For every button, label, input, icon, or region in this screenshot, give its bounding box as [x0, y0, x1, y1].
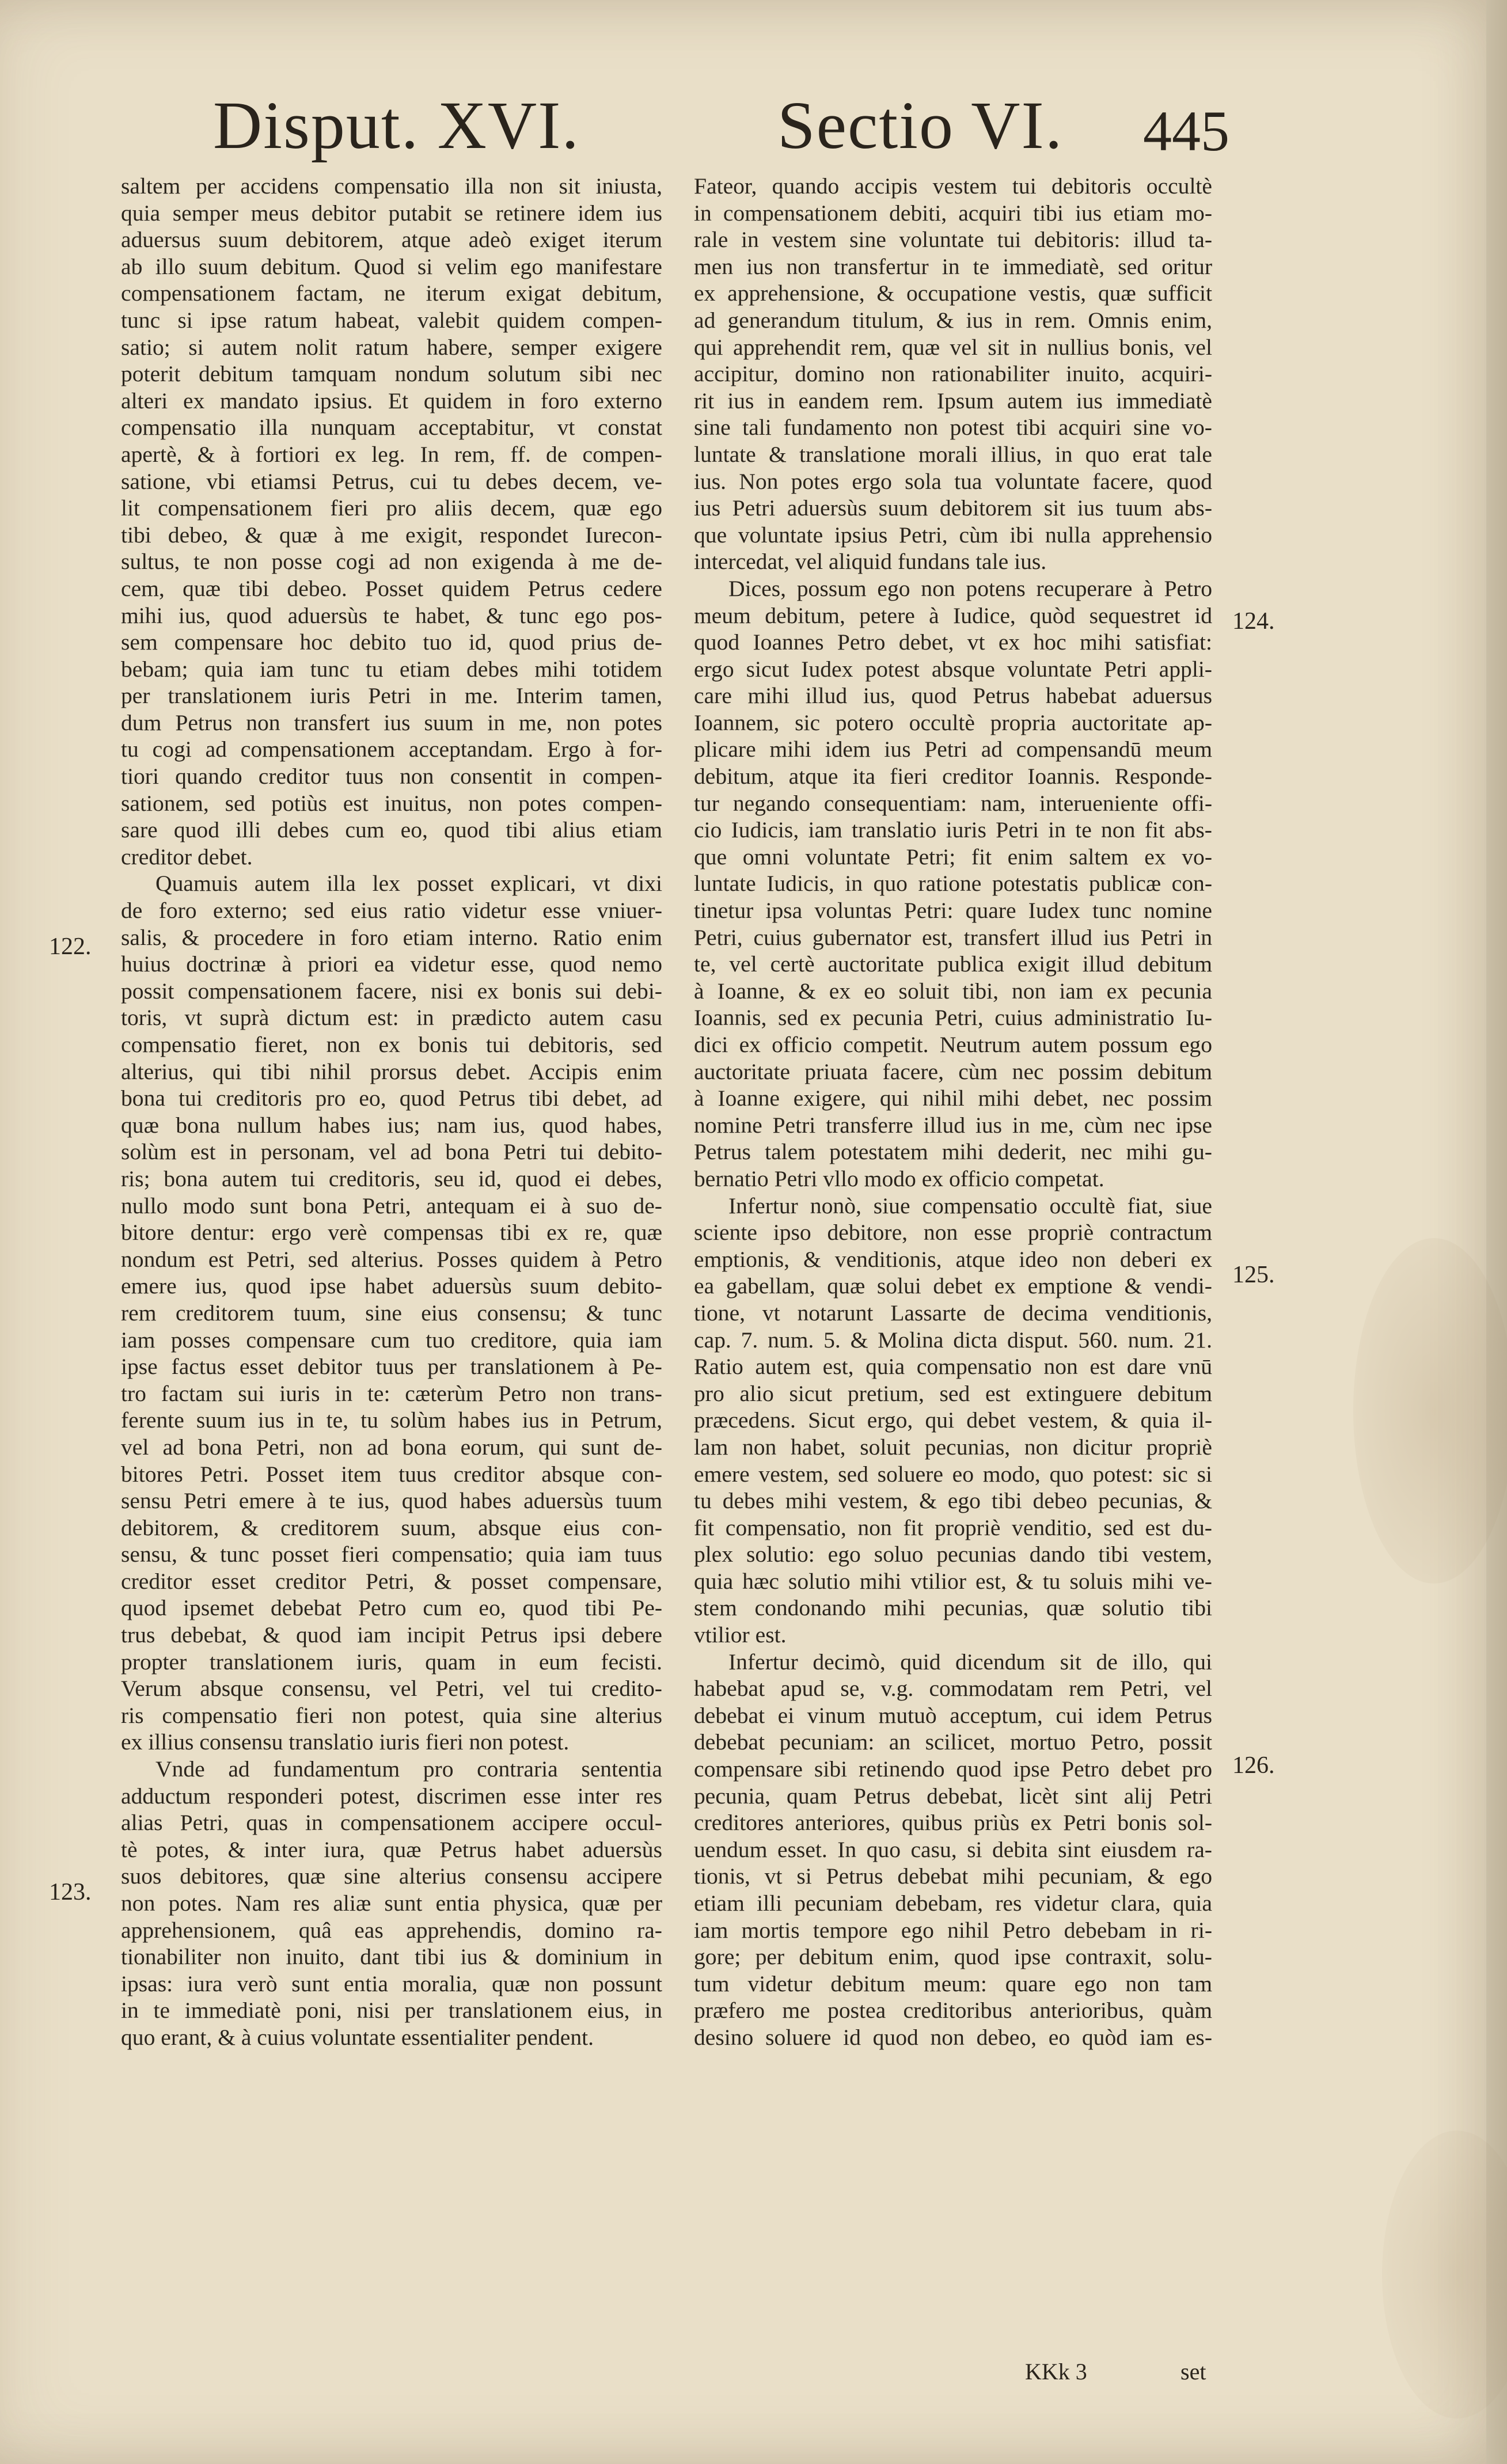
text-line: creditor esset creditor Petri, & posset compensare,	[121, 1568, 662, 1594]
text-line: debebat pecuniam: an scilicet, mortuo Petro, possit	[694, 1729, 1212, 1755]
text-line: ea gabellam, quæ solui debet ex emptione & vendi-	[694, 1273, 1212, 1299]
text-line: tionabiliter non inuito, dant tibi ius & dominium in	[121, 1944, 662, 1970]
text-line: mihi ius, quod aduersùs te habet, & tunc ego pos-	[121, 602, 662, 628]
page-edge	[1486, 0, 1507, 2464]
text-line: Ioannem, sic potero occultè propria auctoritate ap-	[694, 709, 1212, 735]
text-line: Ioannis, sed ex pecunia Petri, cuius administratio Iu-	[694, 1005, 1212, 1031]
text-line: bebam; quia iam tunc tu etiam debes mihi totidem	[121, 656, 662, 682]
text-line: cap. 7. num. 5. & Molina dicta disput. 560. num. 21.	[694, 1327, 1212, 1353]
running-head-right: Sectio VI.	[777, 88, 1064, 163]
text-line: pecunia, quam Petrus debebat, licèt sint alij Petri	[694, 1783, 1212, 1809]
text-line: à Ioanne, & ex eo soluit tibi, non iam ex pecunia	[694, 978, 1212, 1004]
text-line: alias Petri, quas in compensationem accipere occul-	[121, 1810, 662, 1836]
text-line: saltem per accidens compensatio illa non sit iniusta,	[121, 173, 662, 199]
text-line: luntate Iudicis, in quo ratione potestatis publicæ con-	[694, 871, 1212, 897]
text-line: sciente ipso debitore, non esse propriè contractum	[694, 1220, 1212, 1246]
text-line: luntate & translatione morali illius, in quo erat tale	[694, 441, 1212, 467]
text-line: solùm est in personam, vel ad bona Petri tui debito-	[121, 1139, 662, 1165]
text-line: tro factam sui iuris in te: cæterùm Petro non trans-	[121, 1380, 662, 1406]
text-line: compensatio illa nunquam acceptabitur, vt constat	[121, 415, 662, 441]
text-line: tiori quando creditor tuus non consentit in compen-	[121, 764, 662, 789]
text-line: debebat ei vinum mutuò acceptum, cui idem Petrus	[694, 1702, 1212, 1728]
text-line: gore; per debitum enim, quod ipse contraxit, solu-	[694, 1944, 1212, 1970]
text-line: creditores anteriores, quibus priùs ex Petri bonis sol-	[694, 1810, 1212, 1836]
text-line: ex apprehensione, & occupatione vestis, quæ sufficit	[694, 280, 1212, 306]
text-line: præcedens. Sicut ergo, qui debet vestem, & quia il-	[694, 1407, 1212, 1433]
text-line: emptionis, & venditionis, atque ideo non deberi ex	[694, 1246, 1212, 1272]
text-line: desino soluere id quod non debeo, eo quòd iam es-	[694, 2024, 1212, 2050]
text-line: te, vel certè auctoritate publica exigit illud debitum	[694, 951, 1212, 977]
text-line: Dices, possum ego non potens recuperare à Petro	[728, 575, 1212, 601]
text-line: in compensationem debiti, acquiri tibi ius etiam mo-	[694, 200, 1212, 226]
paper-stain	[1353, 1238, 1507, 1584]
text-line: intercedat, vel aliquid fundans tale ius.	[694, 549, 1047, 575]
text-line: tunc si ipse ratum habeat, valebit quidem compen-	[121, 307, 662, 333]
text-line: fit compensatio, non fit propriè venditio, sed est du-	[694, 1514, 1212, 1540]
text-line: dici ex officio competit. Neutrum autem possum ego	[694, 1032, 1212, 1057]
text-line: ipsas: iura verò sunt entia moralia, quæ non possunt	[121, 1971, 662, 1996]
text-line: que omni voluntate Petri; fit enim saltem ex vo-	[694, 844, 1212, 870]
margin-number-124: 124.	[1232, 608, 1275, 635]
text-line: per translationem iuris Petri in me. Interim tamen,	[121, 683, 662, 709]
text-line: Fateor, quando accipis vestem tui debitoris occultè	[694, 173, 1212, 199]
text-line: debitorem, & creditorem suum, absque eius con-	[121, 1514, 662, 1540]
text-line: toris, vt suprà dictum est: in prædicto autem casu	[121, 1005, 662, 1031]
text-line: sine tali fundamento non potest tibi acquiri sine vo-	[694, 415, 1212, 441]
text-line: ad generandum titulum, & ius in rem. Omnis enim,	[694, 307, 1212, 333]
text-line: ab illo suum debitum. Quod si velim ego manifestare	[121, 253, 662, 279]
text-line: nondum est Petri, sed alterius. Posses quidem à Petro	[121, 1246, 662, 1272]
text-line: dum Petrus non transfert ius suum in me, non potes	[121, 709, 662, 735]
text-line: huius doctrinæ à priori ea videtur esse, quod nemo	[121, 951, 662, 977]
text-line: iam mortis tempore ego nihil Petro debebam in ri-	[694, 1917, 1212, 1943]
catchword: set	[1180, 2359, 1206, 2385]
text-line: compensatio fieret, non ex bonis tui debitoris, sed	[121, 1032, 662, 1057]
text-line: rem creditorem tuum, sine eius consensu; & tunc	[121, 1300, 662, 1326]
text-line: ius. Non potes ergo sola tua voluntate facere, quod	[694, 468, 1212, 494]
text-line: ergo sicut Iudex potest absque voluntate Petri appli-	[694, 656, 1212, 682]
text-line: aduersus suum debitorem, atque adeò exiget iterum	[121, 227, 662, 253]
text-line: uendum esset. In quo casu, si debita sint eiusdem ra-	[694, 1836, 1212, 1862]
text-line: compensationem factam, ne iterum exigat debitum,	[121, 280, 662, 306]
text-line: Quamuis autem illa lex posset explicari, vt dixi	[155, 871, 662, 897]
text-line: sem compensare hoc debito tuo id, quod prius de-	[121, 629, 662, 655]
text-line: tibi debeo, & quæ à me exigit, respondet Iurecon-	[121, 522, 662, 548]
text-line: creditor debet.	[121, 844, 253, 870]
text-line: de foro externo; sed eius ratio videtur esse vniuer-	[121, 898, 662, 924]
margin-number-122: 122.	[49, 933, 92, 960]
text-line: Petrus talem potestatem mihi dederit, nec mihi gu-	[694, 1139, 1212, 1165]
text-line: apprehensionem, quâ eas apprehendis, domino ra-	[121, 1917, 662, 1943]
text-line: lam non habet, soluit pecunias, non dicitur propriè	[694, 1434, 1212, 1460]
text-line: Infertur decimò, quid dicendum sit de illo, qui	[728, 1649, 1212, 1675]
text-line: alterius, qui tibi nihil prorsus debet. Accipis enim	[121, 1058, 662, 1084]
text-line: Infertur nonò, siue compensatio occultè fiat, siue	[728, 1193, 1212, 1218]
text-line: cem, quæ tibi debeo. Posset quidem Petrus cedere	[121, 575, 662, 601]
text-line: præfero me postea creditoribus anterioribus, quàm	[694, 1998, 1212, 2023]
text-line: men ius non transfertur in te immediatè, sed oritur	[694, 253, 1212, 279]
text-line: quia hæc solutio mihi vtilior est, & tu soluis mihi ve-	[694, 1568, 1212, 1594]
text-line: tionis, vt si Petrus debebat mihi pecuniam, & ego	[694, 1863, 1212, 1889]
text-line: plicare mihi idem ius Petri ad compensandū meum	[694, 736, 1212, 762]
text-line: etiam illi pecuniam debebam, res videtur clara, quia	[694, 1890, 1212, 1916]
margin-number-126: 126.	[1232, 1752, 1275, 1779]
text-line: sationem, sed potiùs est inuitus, non potes compen-	[121, 790, 662, 816]
text-line: poterit debitum tamquam nondum solutum sibi nec	[121, 361, 662, 387]
text-line: vtilior est.	[694, 1622, 787, 1648]
text-line: tinetur ipsa voluntas Petri: quare Iudex tunc nomine	[694, 898, 1212, 924]
text-line: debitum, atque ita fieri creditor Ioannis. Responde-	[694, 764, 1212, 789]
text-line: Ratio autem est, quia compensatio non est dare vnū	[694, 1354, 1212, 1380]
text-line: tione, vt notarunt Lassarte de decima venditionis,	[694, 1300, 1212, 1326]
text-line: Vnde ad fundamentum pro contraria sententia	[155, 1756, 662, 1782]
text-line: sensu, & tunc posset fieri compensatio; quia iam tuus	[121, 1542, 662, 1567]
text-line: satione, vbi etiamsi Petrus, cui tu debes decem, ve-	[121, 468, 662, 494]
text-line: quia semper meus debitor putabit se retinere idem ius	[121, 200, 662, 226]
text-line: compensare sibi retinendo quod ipse Petro debet pro	[694, 1756, 1212, 1782]
margin-number-123: 123.	[49, 1879, 92, 1905]
page-number: 445	[1143, 99, 1229, 163]
text-line: alteri ex mandato ipsius. Et quidem in foro externo	[121, 388, 662, 413]
text-line: rale in vestem sine voluntate tui debitoris: illud ta-	[694, 227, 1212, 253]
text-line: accipitur, domino non rationabiliter inuito, acquiri-	[694, 361, 1212, 387]
text-line: bitore dentur: ergo verè compensas tibi ex re, quæ	[121, 1220, 662, 1246]
text-line: ris; bona autem tui creditoris, seu id, quod ei debes,	[121, 1165, 662, 1191]
text-line: vel ad bona Petri, non ad bona eorum, qui sunt de-	[121, 1434, 662, 1460]
text-line: Verum absque consensu, vel Petri, vel tui credito-	[121, 1676, 662, 1702]
text-line: quo erant, & à cuius voluntate essentialiter pendent.	[121, 2024, 594, 2050]
text-line: ius Petri aduersùs suum debitorem sit ius tuum abs-	[694, 495, 1212, 521]
text-line: in te immediatè poni, nisi per translationem eius, in	[121, 1998, 662, 2023]
text-line: care mihi illud ius, quod Petrus habebat aduersus	[694, 683, 1212, 709]
text-line: iam posses compensare cum tuo creditore, quia iam	[121, 1327, 662, 1353]
text-line: qui apprehendit rem, quæ vel sit in nullius bonis, vel	[694, 334, 1212, 360]
text-line: bitores Petri. Posset item tuus creditor absque con-	[121, 1461, 662, 1487]
text-line: à Ioanne exigere, qui nihil mihi debet, nec possim	[694, 1085, 1212, 1111]
text-line: nullo modo sunt bona Petri, antequam ei à suo de-	[121, 1193, 662, 1218]
text-line: salis, & procedere in foro etiam interno. Ratio enim	[121, 924, 662, 950]
page-header	[0, 86, 1507, 173]
left-column	[121, 173, 662, 2051]
text-line: suos debitores, quæ sine alterius consensu accipere	[121, 1863, 662, 1889]
right-column	[694, 173, 1212, 2051]
text-line: nomine Petri transferre illud ius in me, cùm nec ipse	[694, 1112, 1212, 1138]
text-line: tu debes mihi vestem, & ego tibi debeo pecunias, &	[694, 1488, 1212, 1514]
text-line: propter translationem iuris, quam in eum fecisti.	[121, 1649, 662, 1675]
text-line: tum videtur debitum meum: quare ego non tam	[694, 1971, 1212, 1996]
text-line: lit compensationem fieri pro aliis decem, quæ ego	[121, 495, 662, 521]
text-line: bona tui creditoris pro eo, quod Petrus tibi debet, ad	[121, 1085, 662, 1111]
text-line: tur negando consequentiam: nam, interueniente offi-	[694, 790, 1212, 816]
text-line: plex solutio: ego soluo pecunias dando tibi vestem,	[694, 1542, 1212, 1567]
text-line: cio Iudicis, iam translatio iuris Petri in te non fit abs-	[694, 817, 1212, 843]
text-line: apertè, & à fortiori ex leg. In rem, ff. de compen-	[121, 441, 662, 467]
text-line: ipse factus esset debitor tuus per translationem à Pe-	[121, 1354, 662, 1380]
text-line: auctoritate priuata facere, cùm nec possim debitum	[694, 1058, 1212, 1084]
text-line: tè potes, & inter iura, quæ Petrus habet aduersùs	[121, 1836, 662, 1862]
text-line: quod Ioannes Petro debet, vt ex hoc mihi satisfiat:	[694, 629, 1212, 655]
text-line: trus debebat, & quod iam incipit Petrus ipsi debere	[121, 1622, 662, 1648]
margin-number-125: 125.	[1232, 1262, 1275, 1288]
text-line: emere ius, quod ipse habet aduersùs suum debito-	[121, 1273, 662, 1299]
text-line: habebat apud se, v.g. commodatam rem Petri, vel	[694, 1676, 1212, 1702]
running-head-left: Disput. XVI.	[213, 88, 580, 163]
text-line: Petri, cuius gubernator est, transfert illud ius Petri in	[694, 924, 1212, 950]
text-line: sultus, te non posse cogi ad non exigenda à me de-	[121, 549, 662, 575]
text-line: que voluntate ipsius Petri, cùm ibi nulla apprehensio	[694, 522, 1212, 548]
text-line: non potes. Nam res aliæ sunt entia physica, quæ per	[121, 1890, 662, 1916]
text-line: satio; si autem nolit ratum habere, semper exigere	[121, 334, 662, 360]
text-line: rit ius in eandem rem. Ipsum autem ius immediatè	[694, 388, 1212, 413]
text-line: adductum responderi potest, discrimen esse inter res	[121, 1783, 662, 1809]
text-line: stem condonando mihi pecunias, quæ solutio tibi	[694, 1595, 1212, 1621]
text-line: possit compensationem facere, nisi ex bonis sui debi-	[121, 978, 662, 1004]
text-line: meum debitum, petere à Iudice, quòd sequestret id	[694, 602, 1212, 628]
text-line: quæ bona nullum habes ius; nam ius, quod habes,	[121, 1112, 662, 1138]
text-line: emere vestem, sed soluere eo modo, quo potest: sic si	[694, 1461, 1212, 1487]
signature-mark: KKk 3	[1025, 2359, 1087, 2385]
text-line: sensu Petri emere à te ius, quod habes aduersùs tuum	[121, 1488, 662, 1514]
text-line: tu cogi ad compensationem acceptandam. Ergo à for-	[121, 736, 662, 762]
text-line: pro alio sicut pretium, sed est extinguere debitum	[694, 1380, 1212, 1406]
text-line: ris compensatio fieri non potest, quia sine alterius	[121, 1702, 662, 1728]
text-line: quod ipsemet debebat Petro cum eo, quod tibi Pe-	[121, 1595, 662, 1621]
text-line: ferente suum ius in te, tu solùm habes ius in Petrum,	[121, 1407, 662, 1433]
text-line: bernatio Petri vllo modo ex officio competat.	[694, 1165, 1104, 1191]
text-line: ex illius consensu translatio iuris fieri non potest.	[121, 1729, 570, 1755]
text-line: sare quod illi debes cum eo, quod tibi alius etiam	[121, 817, 662, 843]
